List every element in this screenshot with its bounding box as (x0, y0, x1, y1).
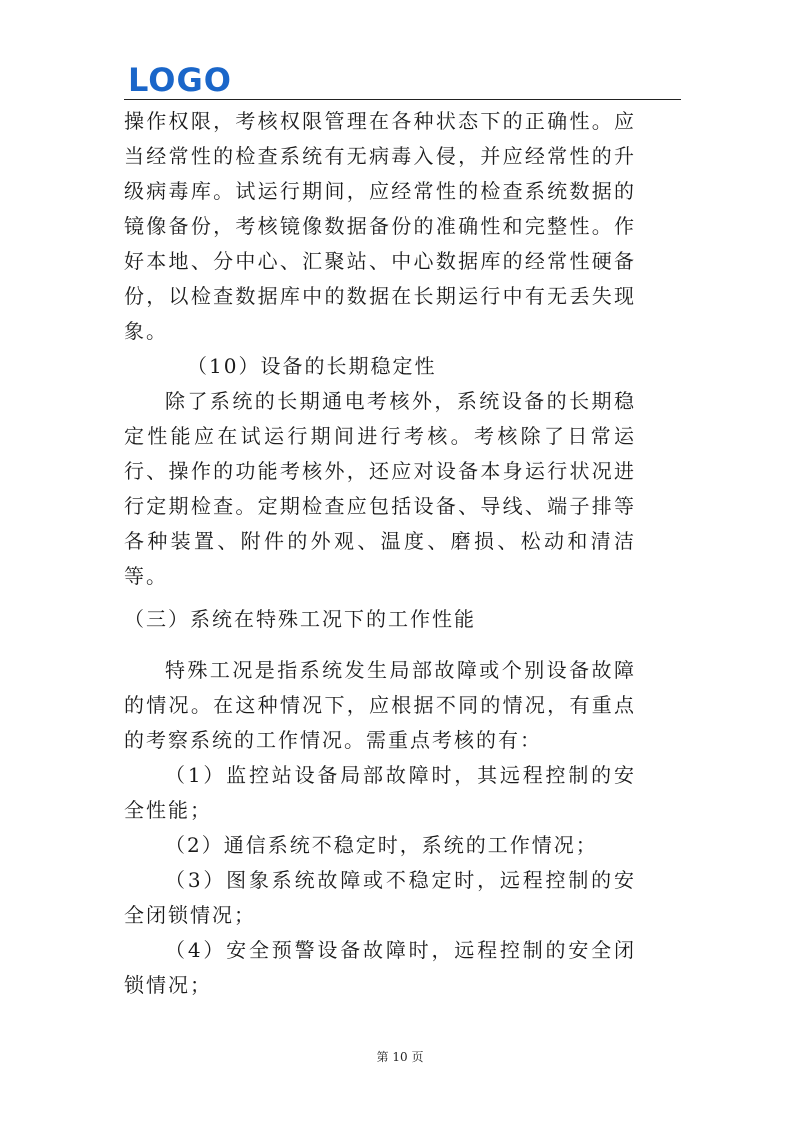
list-item-4: （4）安全预警设备故障时，远程控制的安全闭锁情况； (124, 938, 636, 997)
page-number: 第 10 页 (376, 1050, 424, 1064)
paragraph-permissions-backup: 操作权限，考核权限管理在各种状态下的正确性。应当经常性的检查系统有无病毒入侵，并应经常性的升级病毒库。试运行期间，应经常性的检查系统数据的镜像备份，考核镜像数据备份的准确性和完整性。作好本地、分中心、汇聚站、中心数据库的经常性硬备份，以检查数据库中的数据在长期运行中有无丢失现象。 (124, 109, 636, 343)
paragraph-special-conditions-intro: 特殊工况是指系统发生局部故障或个别设备故障的情况。在这种情况下，应根据不同的情况，有重点的考察系统的工作情况。需重点考核的有： (124, 658, 636, 752)
logo: LOGO (128, 61, 232, 99)
document-body (124, 104, 636, 1003)
subheading-long-term-stability: （10）设备的长期稳定性 (187, 354, 437, 378)
header-divider (124, 99, 681, 100)
paragraph-stability-inspection: 除了系统的长期通电考核外，系统设备的长期稳定性能应在试运行期间进行考核。考核除了日常运行、操作的功能考核外，还应对设备本身运行状况进行定期检查。定期检查应包括设备、导线、端子排等各种装置、附件的外观、温度、磨损、松动和清洁等。 (124, 389, 636, 588)
list-item-2: （2）通信系统不稳定时，系统的工作情况； (165, 833, 598, 857)
section-heading-special-conditions: （三）系统在特殊工况下的工作性能 (124, 607, 476, 631)
list-item-1: （1）监控站设备局部故障时，其远程控制的安全性能； (124, 763, 636, 822)
list-item-3: （3）图象系统故障或不稳定时，远程控制的安全闭锁情况； (124, 868, 636, 927)
